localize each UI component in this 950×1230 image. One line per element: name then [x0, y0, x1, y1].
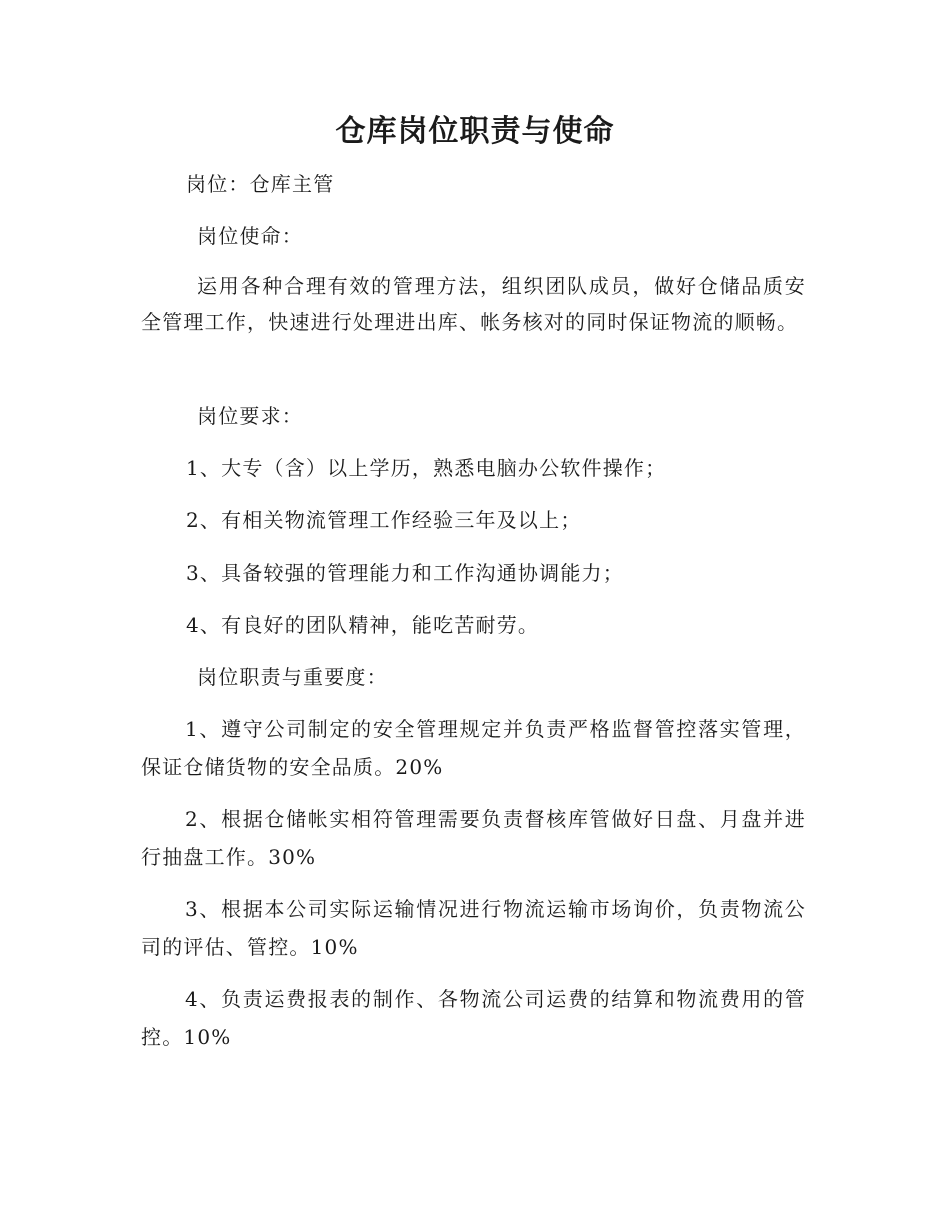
mission-text: 运用各种合理有效的管理方法，组织团队成员，做好仓储品质安全管理工作，快速进行处理进出库、帐务核对的同时保证物流的顺畅。 [141, 274, 806, 334]
requirement-item-4: 4、有良好的团队精神，能吃苦耐劳。 [186, 613, 540, 637]
mission-heading: 岗位使命： [197, 224, 303, 248]
duty-item-4: 4、负责运费报表的制作、各物流公司运费的结算和物流费用的管控。10% [141, 987, 806, 1049]
requirement-item-2: 2、有相关物流管理工作经验三年及以上； [186, 508, 582, 532]
duty-item-1: 1、遵守公司制定的安全管理规定并负责严格监督管控落实管理，保证仓储货物的安全品质。20% [141, 717, 806, 779]
requirements-heading: 岗位要求： [197, 404, 303, 428]
document-title: 仓库岗位职责与使命 [335, 114, 615, 149]
position-line: 岗位：仓库主管 [186, 172, 335, 196]
duty-item-2: 2、根据仓储帐实相符管理需要负责督核库管做好日盘、月盘并进行抽盘工作。30% [141, 807, 806, 869]
duty-item-3: 3、根据本公司实际运输情况进行物流运输市场询价，负责物流公司的评估、管控。10% [141, 897, 806, 959]
requirement-item-1: 1、大专（含）以上学历，熟悉电脑办公软件操作； [186, 456, 667, 480]
requirement-item-3: 3、具备较强的管理能力和工作沟通协调能力； [186, 561, 624, 585]
duties-heading: 岗位职责与重要度： [197, 665, 388, 689]
